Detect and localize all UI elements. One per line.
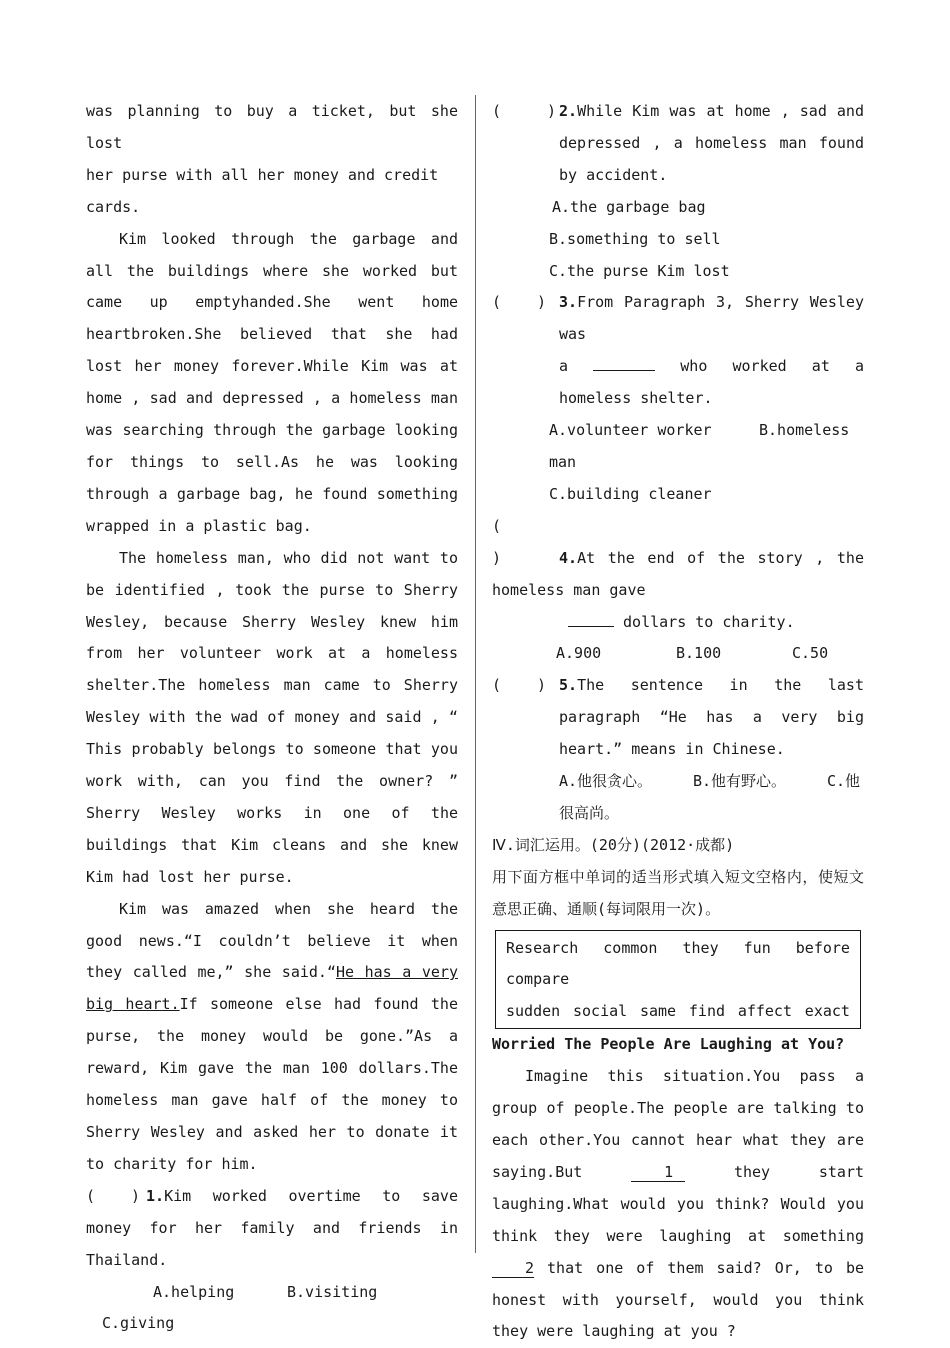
p1-line-3: cards. bbox=[86, 197, 141, 216]
blank-1[interactable]: 1 bbox=[631, 1163, 685, 1182]
paragraph-4 bbox=[86, 894, 458, 1181]
question-text-c: who worked at a homeless shelter. bbox=[559, 357, 865, 408]
option-b[interactable]: B.something to sell bbox=[549, 229, 721, 248]
question-5 bbox=[492, 670, 864, 830]
left-column bbox=[86, 96, 458, 1340]
paragraph-2: Kim looked through the garbage and all the buildings where she worked but came up emptyhanded.She went home heartbroken.She believed that she had lost her money forever.While Kim was at home , sad and depressed , a homeless man was searching through the garbage looking for things to sell.As he was looking through a garbage bag, he found something wrapped in a plastic bag. bbox=[86, 229, 458, 535]
question-text: At the end of the story , the homeless man gave bbox=[492, 548, 864, 599]
question-number: 5. bbox=[559, 676, 578, 695]
question-text: The sentence in the last paragraph “He has a very big heart.” means in Chinese. bbox=[559, 676, 864, 759]
question-number: 3. bbox=[559, 293, 578, 312]
paragraph-1 bbox=[86, 96, 458, 224]
option-b[interactable]: B.100 bbox=[676, 644, 722, 663]
option-a[interactable]: A.他很贪心。 bbox=[559, 772, 653, 791]
answer-bracket[interactable]: ( ) bbox=[86, 1186, 141, 1205]
answer-bracket[interactable]: () bbox=[492, 516, 502, 567]
paragraph-3: The homeless man, who did not want to be identified , took the purse to Sherry Wesley, because Sherry Wesley knew him from her volunteer work at a homeless shelter.The homeless man came to Sherry Wesley with the wad of money and said , “ This probably belongs to someone that you work with, can you find the owner? ” Sherry Wesley works in one of the buildings that Kim cleans and she knew Kim had lost her purse. bbox=[86, 548, 458, 886]
options bbox=[86, 1277, 458, 1309]
option-c[interactable]: C.50 bbox=[792, 644, 829, 663]
option-b[interactable]: B.homeless man bbox=[549, 421, 850, 471]
answer-blank[interactable] bbox=[593, 370, 655, 371]
answer-blank[interactable] bbox=[568, 626, 614, 627]
word-compare: compare bbox=[506, 970, 570, 989]
answer-bracket[interactable]: ( ) bbox=[492, 293, 547, 312]
passage-text-b: they start laughing.What would you think? Would you think they were laughing at something bbox=[492, 1162, 865, 1245]
blank-2[interactable]: 2 bbox=[492, 1259, 534, 1278]
word-box bbox=[495, 930, 861, 1030]
word-they: they bbox=[682, 938, 719, 957]
option-c[interactable]: C.the purse Kim lost bbox=[549, 261, 730, 280]
question-text: While Kim was at home , sad and depressed , a homeless man found by accident. bbox=[559, 102, 864, 184]
word-fun: fun bbox=[743, 938, 771, 957]
p1-line-2: her purse with all her money and credit bbox=[86, 165, 439, 184]
word-same: same bbox=[639, 1002, 677, 1021]
word-social: social bbox=[572, 1002, 628, 1021]
option-a[interactable]: A.volunteer worker bbox=[549, 421, 712, 440]
right-column bbox=[492, 96, 864, 1348]
question-text: Kim worked overtime to save money for her family and friends in Thailand. bbox=[86, 1186, 458, 1269]
question-1 bbox=[86, 1181, 458, 1341]
word-common: common bbox=[603, 938, 658, 957]
passage-text-a: Imagine this situation.You pass a group of people.The people are talking to each other.You cannot hear what they are saying.But bbox=[492, 1067, 864, 1181]
word-research: Research bbox=[506, 938, 579, 957]
word-sudden: sudden bbox=[506, 1002, 561, 1021]
passage-title: Worried The People Are Laughing at You? bbox=[492, 1035, 845, 1054]
option-b[interactable]: B.visiting bbox=[287, 1282, 378, 1301]
question-number: 1. bbox=[146, 1186, 165, 1205]
option-a[interactable]: A.900 bbox=[556, 644, 602, 663]
word-affect: affect bbox=[737, 1002, 792, 1021]
p4-start: Kim was amazed when she heard the good news.“I couldn’t believe it when they called me,” she said.“ bbox=[86, 899, 458, 982]
word-find: find bbox=[688, 1002, 726, 1021]
option-c[interactable]: C.他很高尚。 bbox=[559, 772, 861, 822]
passage-text-c: that one of them said? Or, to be honest with yourself, would you think they were laughing at you ? bbox=[492, 1258, 865, 1341]
underlined-sentence: He has a very big heart. bbox=[86, 963, 458, 1014]
question-number: 2. bbox=[559, 102, 578, 120]
question-text: From Paragraph 3, Sherry Wesley was bbox=[559, 293, 864, 344]
option-b[interactable]: B.他有野心。 bbox=[693, 772, 787, 791]
p4-end: If someone else had found the purse, the money would be gone.”As a reward, Kim gave the man 100 dollars.The homeless man gave half of the money to Sherry Wesley and asked her to donate it to charity for him. bbox=[86, 995, 458, 1173]
section-title: Ⅳ.词汇运用。(20分)(2012·成都) bbox=[492, 835, 735, 854]
question-number: 4. bbox=[559, 548, 578, 567]
answer-bracket[interactable]: ( ) bbox=[492, 102, 557, 120]
question-4 bbox=[492, 511, 864, 671]
option-c[interactable]: C.building cleaner bbox=[549, 484, 712, 503]
word-exact: exact bbox=[804, 1002, 850, 1021]
question-3 bbox=[492, 287, 864, 510]
column-divider bbox=[475, 95, 476, 1253]
option-c-row bbox=[86, 1308, 458, 1340]
option-a[interactable]: A.the garbage bag bbox=[552, 197, 706, 216]
option-c[interactable]: C.giving bbox=[102, 1314, 175, 1333]
question-2 bbox=[492, 96, 864, 287]
option-a[interactable]: A.helping bbox=[153, 1282, 235, 1301]
question-text-b: dollars to charity. bbox=[623, 612, 795, 631]
instruction: 用下面方框中单词的适当形式填入短文空格内，使短文意思正确、通顺(每词限用一次)。 bbox=[492, 867, 864, 918]
answer-bracket[interactable]: ( ) bbox=[492, 676, 547, 695]
question-text-b: a bbox=[559, 357, 569, 376]
word-before: before bbox=[795, 938, 850, 957]
p1-line-1: was planning to buy a ticket, but she lost bbox=[86, 102, 458, 152]
passage-paragraph bbox=[492, 1061, 864, 1348]
